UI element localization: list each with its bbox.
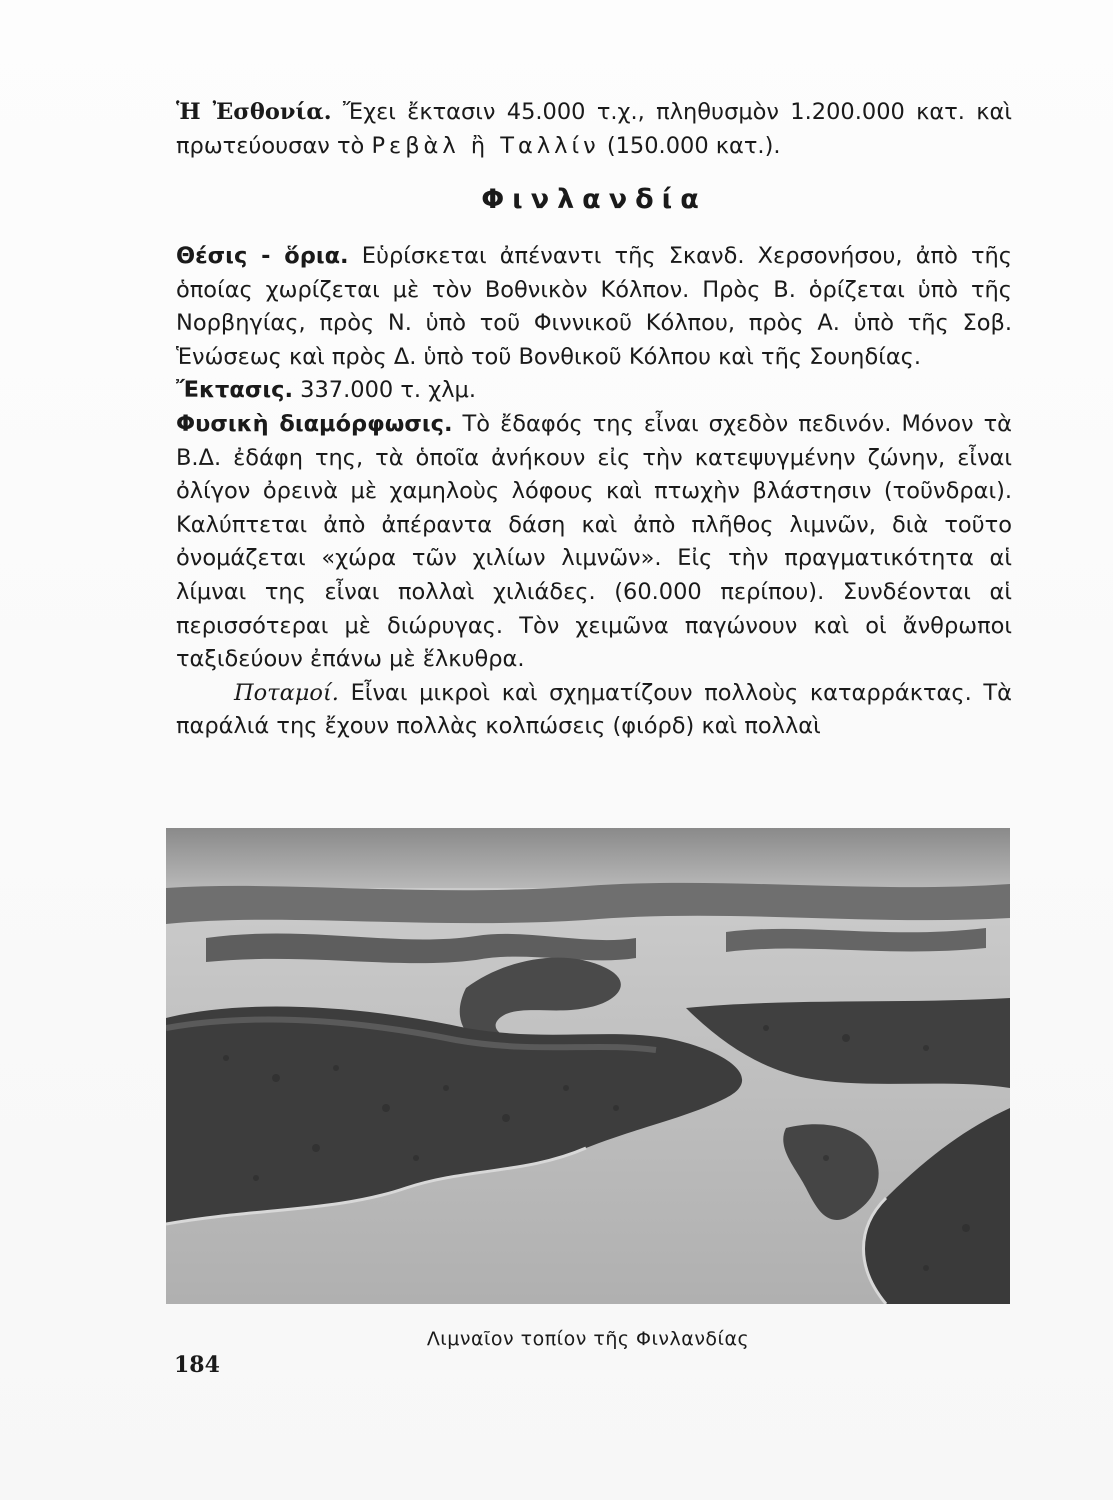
area-text: 337.000 τ. χλμ. bbox=[293, 377, 476, 404]
page-number: 184 bbox=[174, 1352, 220, 1378]
section-heading: Φινλανδία bbox=[481, 184, 707, 215]
physical-text: Τὸ ἔδαφός της εἶναι σχεδὸν πεδινόν. Μόνον τὰ Β.Δ. ἐδάφη της, τὰ ὁποῖα ἀνήκουν εἰς τὴν κατεψυγμένην ζώνην, εἶναι ὀλίγον ὀρεινὰ μὲ χαμηλοὺς λόφους καὶ πτωχὴν βλάστησιν (τοῦνδραι). Καλύπτεται ἀπὸ ἀπέραντα δάση καὶ ἀπὸ πλῆθος λιμνῶν, διὰ τοῦτο ὀνομάζεται «χώρα τῶν χιλίων λιμνῶν». Εἰς τὴν πραγματικότητα αἱ λίμναι της εἶναι πολλαὶ χιλιάδες. (60.000 περίπου). Συνδέονται αἱ περισσότεραι μὲ διώρυγας. Τὸν χειμῶνα παγώνουν καὶ οἱ ἄνθρωποι ταξιδεύουν ἐπάνω μὲ ἕλκυθρα. bbox=[176, 410, 1012, 673]
estonia-lead: Ἡ Ἐσθονία. bbox=[176, 99, 332, 125]
rivers-lead: Ποταμοί. bbox=[234, 679, 339, 706]
position-text: Εὑρίσκεται ἀπέναντι τῆς Σκανδ. Χερσονήσου, ἀπὸ τῆς ὁποίας χωρίζεται μὲ τὸν Βοθνικὸν Κόλπον. Πρὸς Β. ὁρίζεται ὑπὸ τῆς Νορβηγίας, πρὸς Ν. ὑπὸ τοῦ Φιννικοῦ Κόλπου, πρὸς Α. ὑπὸ τῆς Σοβ. Ἑνώσεως καὶ πρὸς Δ. ὑπὸ τοῦ Βονθικοῦ Κόλπου καὶ τῆς Σουηδίας. bbox=[176, 243, 1012, 370]
photo-caption: Λιμναῖον τοπίον τῆς Φινλανδίας bbox=[426, 1328, 750, 1350]
estonia-paragraph bbox=[176, 96, 1012, 163]
rivers-text: Εἶναι μικροὶ καὶ σχηματίζουν πολλοὺς καταρράκτας. Τὰ παράλιά της ἔχουν πολλὰς κολπώσεις (φιόρδ) καὶ πολλαὶ bbox=[176, 679, 1012, 740]
estonia-text-2: (150.000 κατ.). bbox=[599, 132, 781, 159]
physical-paragraph bbox=[176, 408, 1012, 677]
rivers-paragraph bbox=[176, 677, 1012, 744]
physical-lead: Φυσικὴ διαμόρφωσις. bbox=[176, 410, 453, 437]
area-lead: Ἔκτασις. bbox=[176, 377, 293, 404]
estonia-text-1: Ἔχει ἔκτασιν 45.000 τ.χ., πληθυσμὸν 1.200.000 κατ. καὶ πρωτεύουσαν τὸ bbox=[176, 99, 1012, 159]
finland-body bbox=[176, 240, 1012, 744]
estonia-capital-name: Ρεβὰλ ἢ Ταλλίν bbox=[371, 132, 600, 159]
position-lead: Θέσις - ὅρια. bbox=[176, 243, 349, 269]
position-paragraph bbox=[176, 240, 1012, 374]
area-paragraph bbox=[176, 374, 1012, 408]
lake-landscape-photo bbox=[166, 828, 1010, 1304]
